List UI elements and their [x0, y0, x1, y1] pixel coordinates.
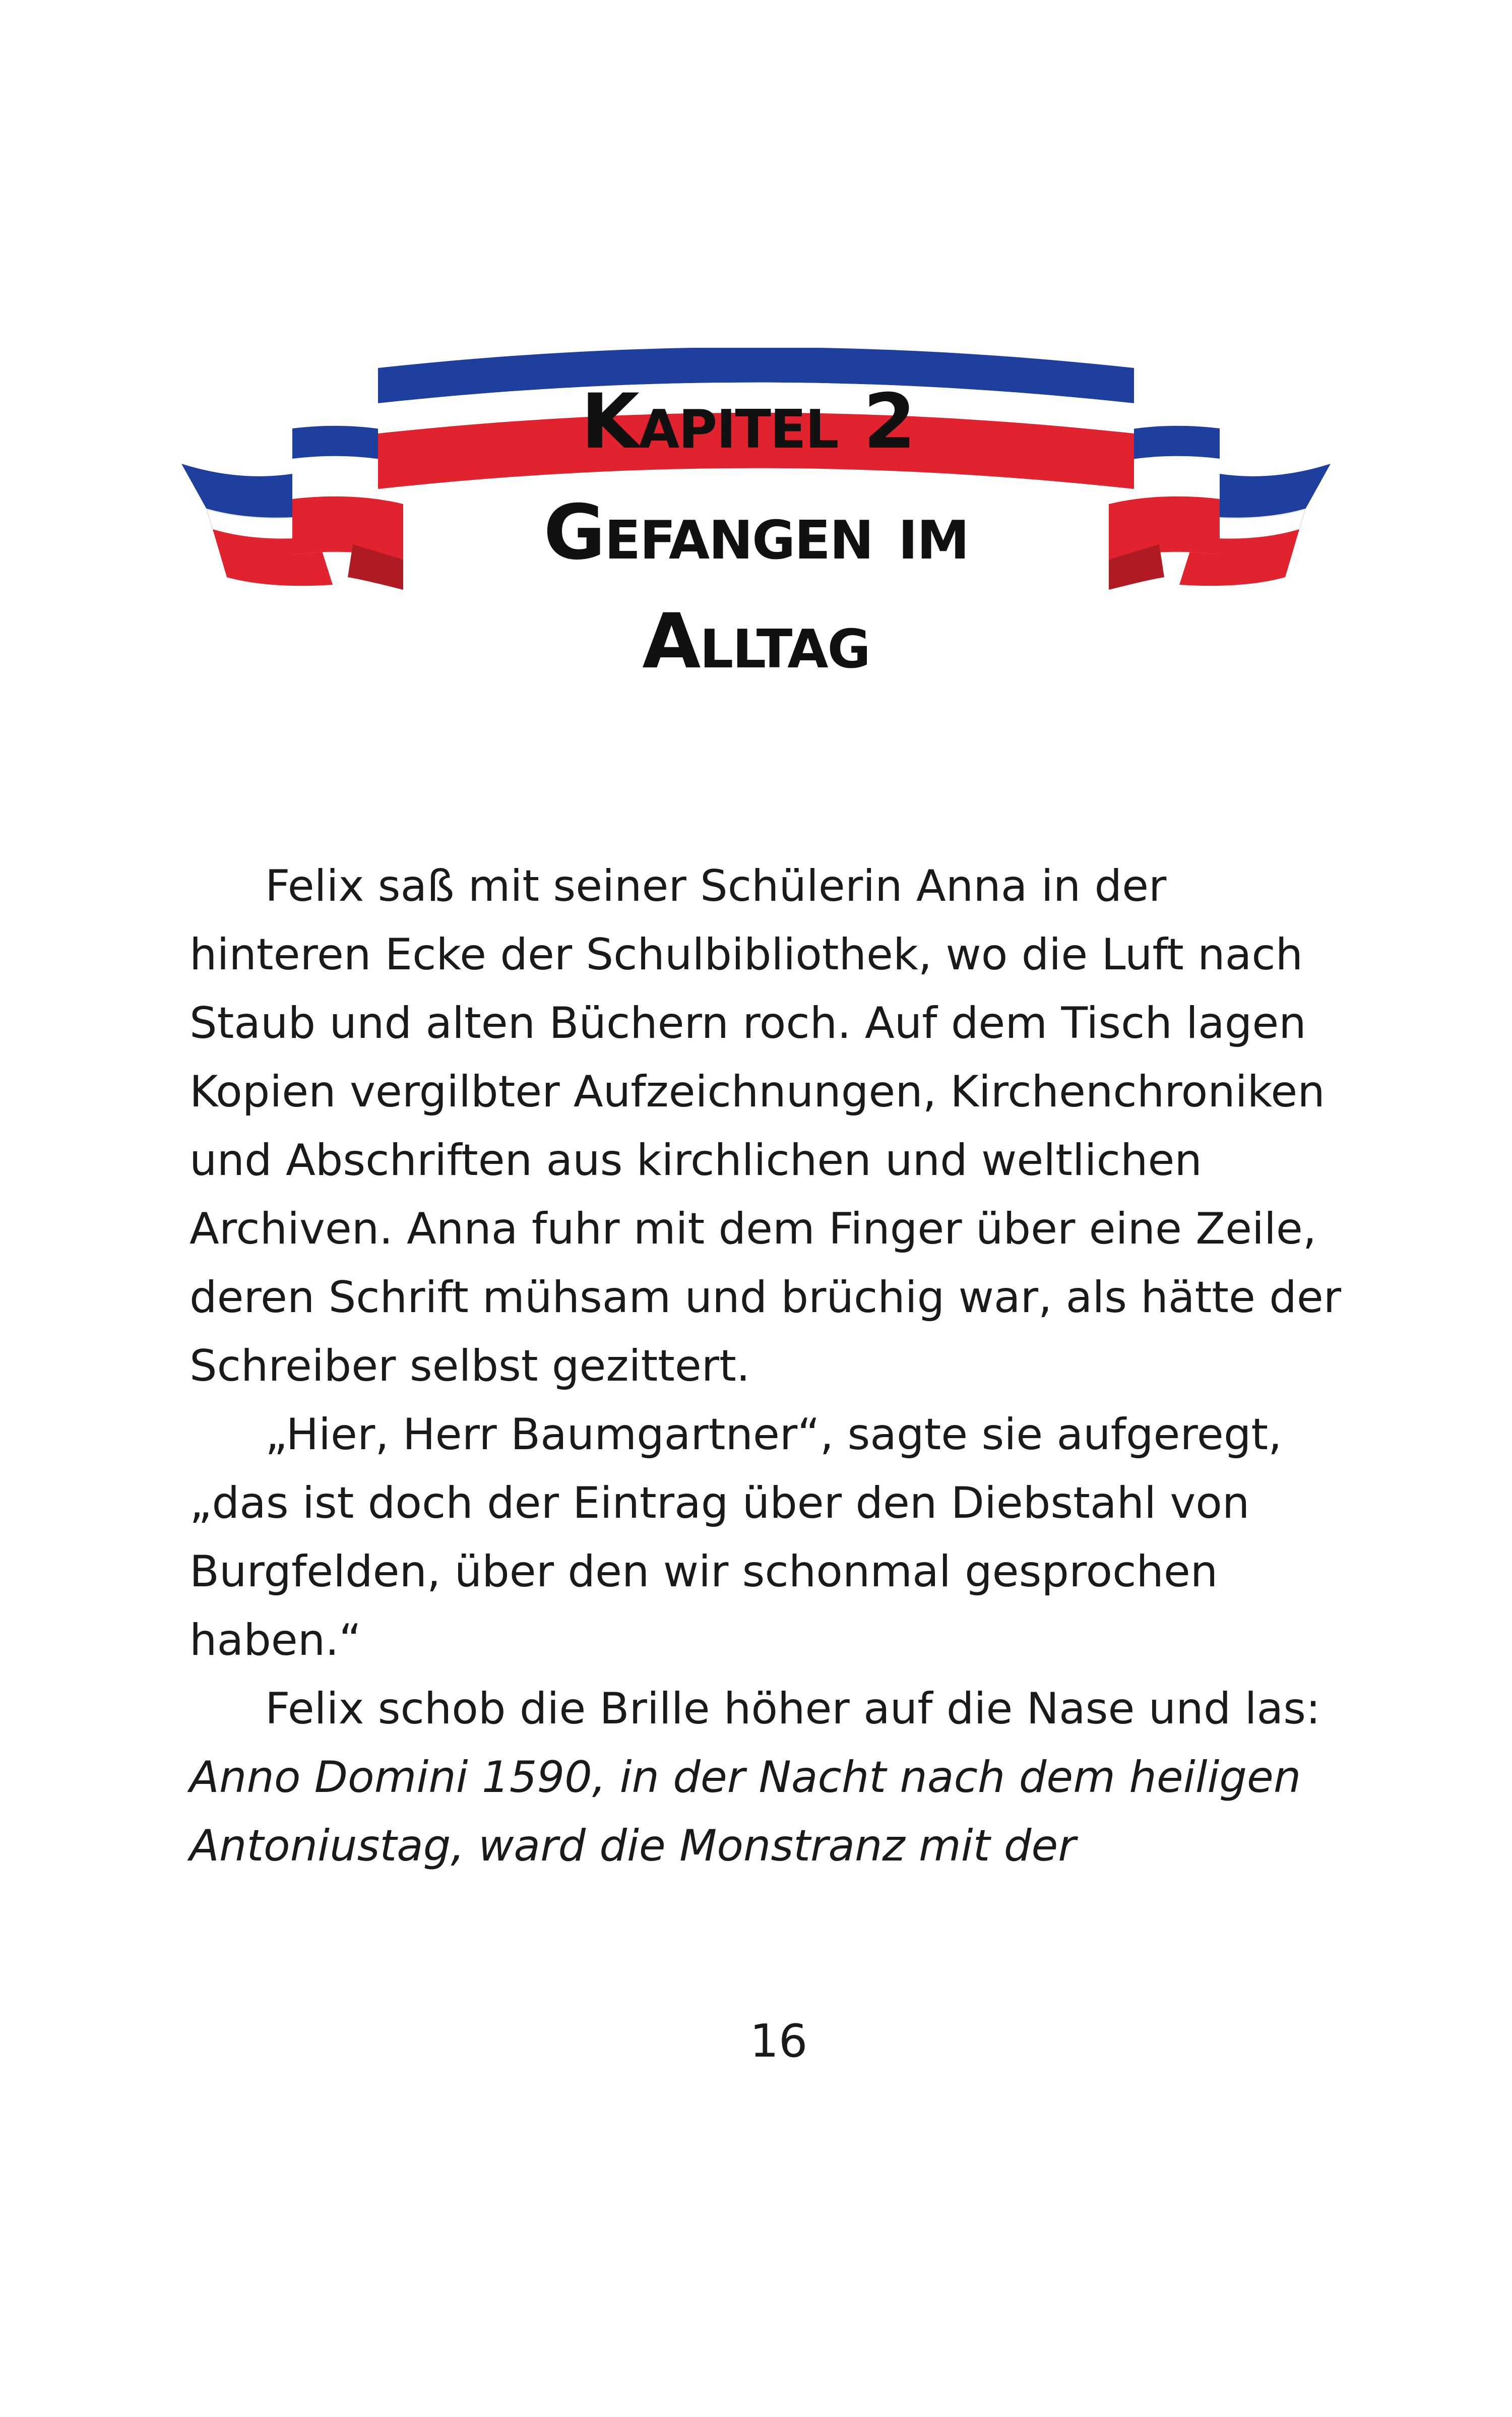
body-line: hinteren Ecke der Schulbibliothek, wo die Luft nach [190, 929, 1303, 980]
body-line-quote: Antoniustag, ward die Monstranz mit der [190, 1821, 1076, 1871]
body-line: Kopien vergilbter Aufzeichnungen, Kirchenchroniken [190, 1067, 1325, 1117]
body-line: Felix saß mit seiner Schülerin Anna in der [265, 861, 1167, 911]
body-line: Staub und alten Büchern roch. Auf dem Tisch lagen [190, 998, 1306, 1048]
body-line-quote: Anno Domini 1590, in der Nacht nach dem heiligen [190, 1752, 1301, 1803]
body-line: Burgfelden, über den wir schonmal gesprochen [190, 1546, 1218, 1597]
body-line: Felix schob die Brille höher auf die Nase und las: [265, 1684, 1321, 1734]
chapter-label: Kapitel 2 [581, 378, 915, 466]
body-line: Archiven. Anna fuhr mit dem Finger über eine Zeile, [190, 1204, 1317, 1254]
body-line: „das ist doch der Eintrag über den Diebstahl von [190, 1478, 1250, 1528]
body-line: haben.“ [190, 1615, 362, 1665]
chapter-title-line-2: Alltag [642, 598, 870, 686]
page-number: 16 [749, 2015, 808, 2068]
body-line: und Abschriften aus kirchlichen und weltlichen [190, 1135, 1202, 1186]
body-line: „Hier, Herr Baumgartner“, sagte sie aufgeregt, [265, 1409, 1282, 1460]
chapter-body [190, 852, 1342, 1880]
body-line: deren Schrift mühsam und brüchig war, als hätte der [190, 1272, 1342, 1323]
body-line: Schreiber selbst gezittert. [190, 1341, 750, 1391]
chapter-title-line-1: Gefangen im [543, 489, 969, 577]
